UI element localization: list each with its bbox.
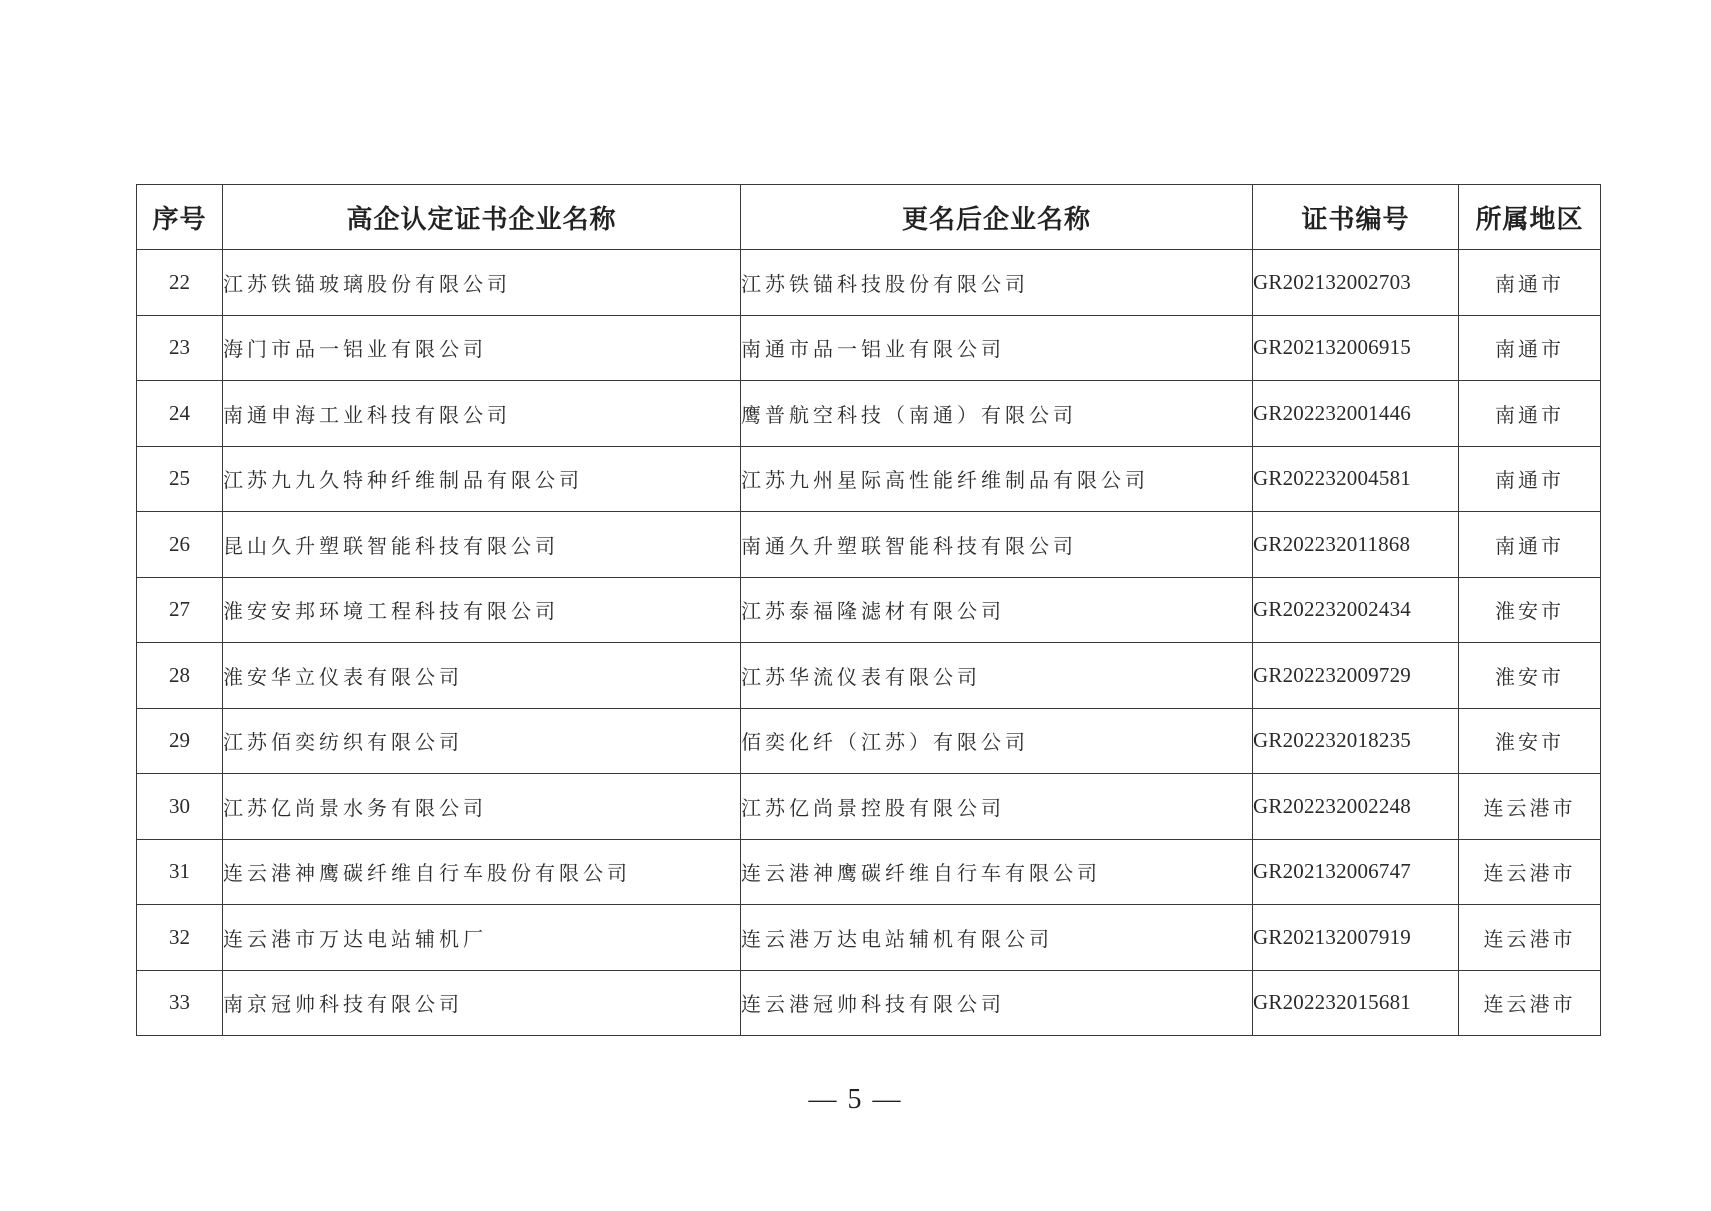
header-region: 所属地区 xyxy=(1459,185,1601,250)
cell-no: 28 xyxy=(137,643,223,709)
cell-no: 23 xyxy=(137,315,223,381)
cell-original-name: 淮安华立仪表有限公司 xyxy=(223,643,741,709)
table-row xyxy=(137,970,1601,1036)
cell-original-name: 南京冠帅科技有限公司 xyxy=(223,970,741,1036)
header-cert-no: 证书编号 xyxy=(1253,185,1459,250)
cell-original-name: 连云港市万达电站辅机厂 xyxy=(223,905,741,971)
cell-renamed-name: 江苏铁锚科技股份有限公司 xyxy=(741,250,1253,316)
cell-region: 南通市 xyxy=(1459,250,1601,316)
header-renamed-name: 更名后企业名称 xyxy=(741,185,1253,250)
cell-region: 南通市 xyxy=(1459,512,1601,578)
cell-no: 29 xyxy=(137,708,223,774)
table-row xyxy=(137,315,1601,381)
cell-no: 27 xyxy=(137,577,223,643)
cell-no: 31 xyxy=(137,839,223,905)
cell-region: 淮安市 xyxy=(1459,708,1601,774)
cell-renamed-name: 江苏泰福隆滤材有限公司 xyxy=(741,577,1253,643)
table-row xyxy=(137,643,1601,709)
cell-original-name: 昆山久升塑联智能科技有限公司 xyxy=(223,512,741,578)
cell-region: 淮安市 xyxy=(1459,577,1601,643)
cell-region: 连云港市 xyxy=(1459,905,1601,971)
cell-original-name: 淮安安邦环境工程科技有限公司 xyxy=(223,577,741,643)
table-row xyxy=(137,708,1601,774)
table-row xyxy=(137,905,1601,971)
table-row xyxy=(137,839,1601,905)
page-number: — 5 — xyxy=(808,1084,903,1115)
cell-no: 32 xyxy=(137,905,223,971)
cell-no: 33 xyxy=(137,970,223,1036)
cell-region: 南通市 xyxy=(1459,315,1601,381)
cell-cert-no: GR202132002703 xyxy=(1253,250,1459,316)
cell-cert-no: GR202232009729 xyxy=(1253,643,1459,709)
header-row xyxy=(137,185,1601,250)
table-row xyxy=(137,250,1601,316)
cell-region: 连云港市 xyxy=(1459,970,1601,1036)
cell-cert-no: GR202132006915 xyxy=(1253,315,1459,381)
cell-cert-no: GR202232004581 xyxy=(1253,446,1459,512)
cell-cert-no: GR202132006747 xyxy=(1253,839,1459,905)
cell-original-name: 南通申海工业科技有限公司 xyxy=(223,381,741,447)
header-no: 序号 xyxy=(137,185,223,250)
cell-original-name: 连云港神鹰碳纤维自行车股份有限公司 xyxy=(223,839,741,905)
cell-cert-no: GR202232011868 xyxy=(1253,512,1459,578)
cell-no: 24 xyxy=(137,381,223,447)
cell-region: 淮安市 xyxy=(1459,643,1601,709)
cell-cert-no: GR202132007919 xyxy=(1253,905,1459,971)
table-header xyxy=(137,185,1601,250)
cell-renamed-name: 连云港冠帅科技有限公司 xyxy=(741,970,1253,1036)
cell-region: 南通市 xyxy=(1459,446,1601,512)
cell-cert-no: GR202232002248 xyxy=(1253,774,1459,840)
cell-no: 25 xyxy=(137,446,223,512)
cell-region: 南通市 xyxy=(1459,381,1601,447)
cell-original-name: 海门市品一铝业有限公司 xyxy=(223,315,741,381)
table-row xyxy=(137,577,1601,643)
cell-renamed-name: 连云港万达电站辅机有限公司 xyxy=(741,905,1253,971)
table-row xyxy=(137,381,1601,447)
cell-renamed-name: 江苏九州星际高性能纤维制品有限公司 xyxy=(741,446,1253,512)
cell-no: 30 xyxy=(137,774,223,840)
cell-renamed-name: 江苏华流仪表有限公司 xyxy=(741,643,1253,709)
table-body xyxy=(137,250,1601,1036)
cell-original-name: 江苏九九久特种纤维制品有限公司 xyxy=(223,446,741,512)
cell-region: 连云港市 xyxy=(1459,839,1601,905)
cell-no: 26 xyxy=(137,512,223,578)
cell-cert-no: GR202232001446 xyxy=(1253,381,1459,447)
cell-original-name: 江苏亿尚景水务有限公司 xyxy=(223,774,741,840)
table-row xyxy=(137,446,1601,512)
company-rename-table xyxy=(136,184,1601,1036)
cell-region: 连云港市 xyxy=(1459,774,1601,840)
table-row xyxy=(137,774,1601,840)
cell-cert-no: GR202232002434 xyxy=(1253,577,1459,643)
cell-original-name: 江苏佰奕纺织有限公司 xyxy=(223,708,741,774)
cell-renamed-name: 佰奕化纤（江苏）有限公司 xyxy=(741,708,1253,774)
cell-renamed-name: 南通久升塑联智能科技有限公司 xyxy=(741,512,1253,578)
header-original-name: 高企认定证书企业名称 xyxy=(223,185,741,250)
cell-renamed-name: 南通市品一铝业有限公司 xyxy=(741,315,1253,381)
cell-cert-no: GR202232015681 xyxy=(1253,970,1459,1036)
cell-original-name: 江苏铁锚玻璃股份有限公司 xyxy=(223,250,741,316)
table-row xyxy=(137,512,1601,578)
cell-cert-no: GR202232018235 xyxy=(1253,708,1459,774)
cell-renamed-name: 鹰普航空科技（南通）有限公司 xyxy=(741,381,1253,447)
cell-no: 22 xyxy=(137,250,223,316)
cell-renamed-name: 江苏亿尚景控股有限公司 xyxy=(741,774,1253,840)
cell-renamed-name: 连云港神鹰碳纤维自行车有限公司 xyxy=(741,839,1253,905)
